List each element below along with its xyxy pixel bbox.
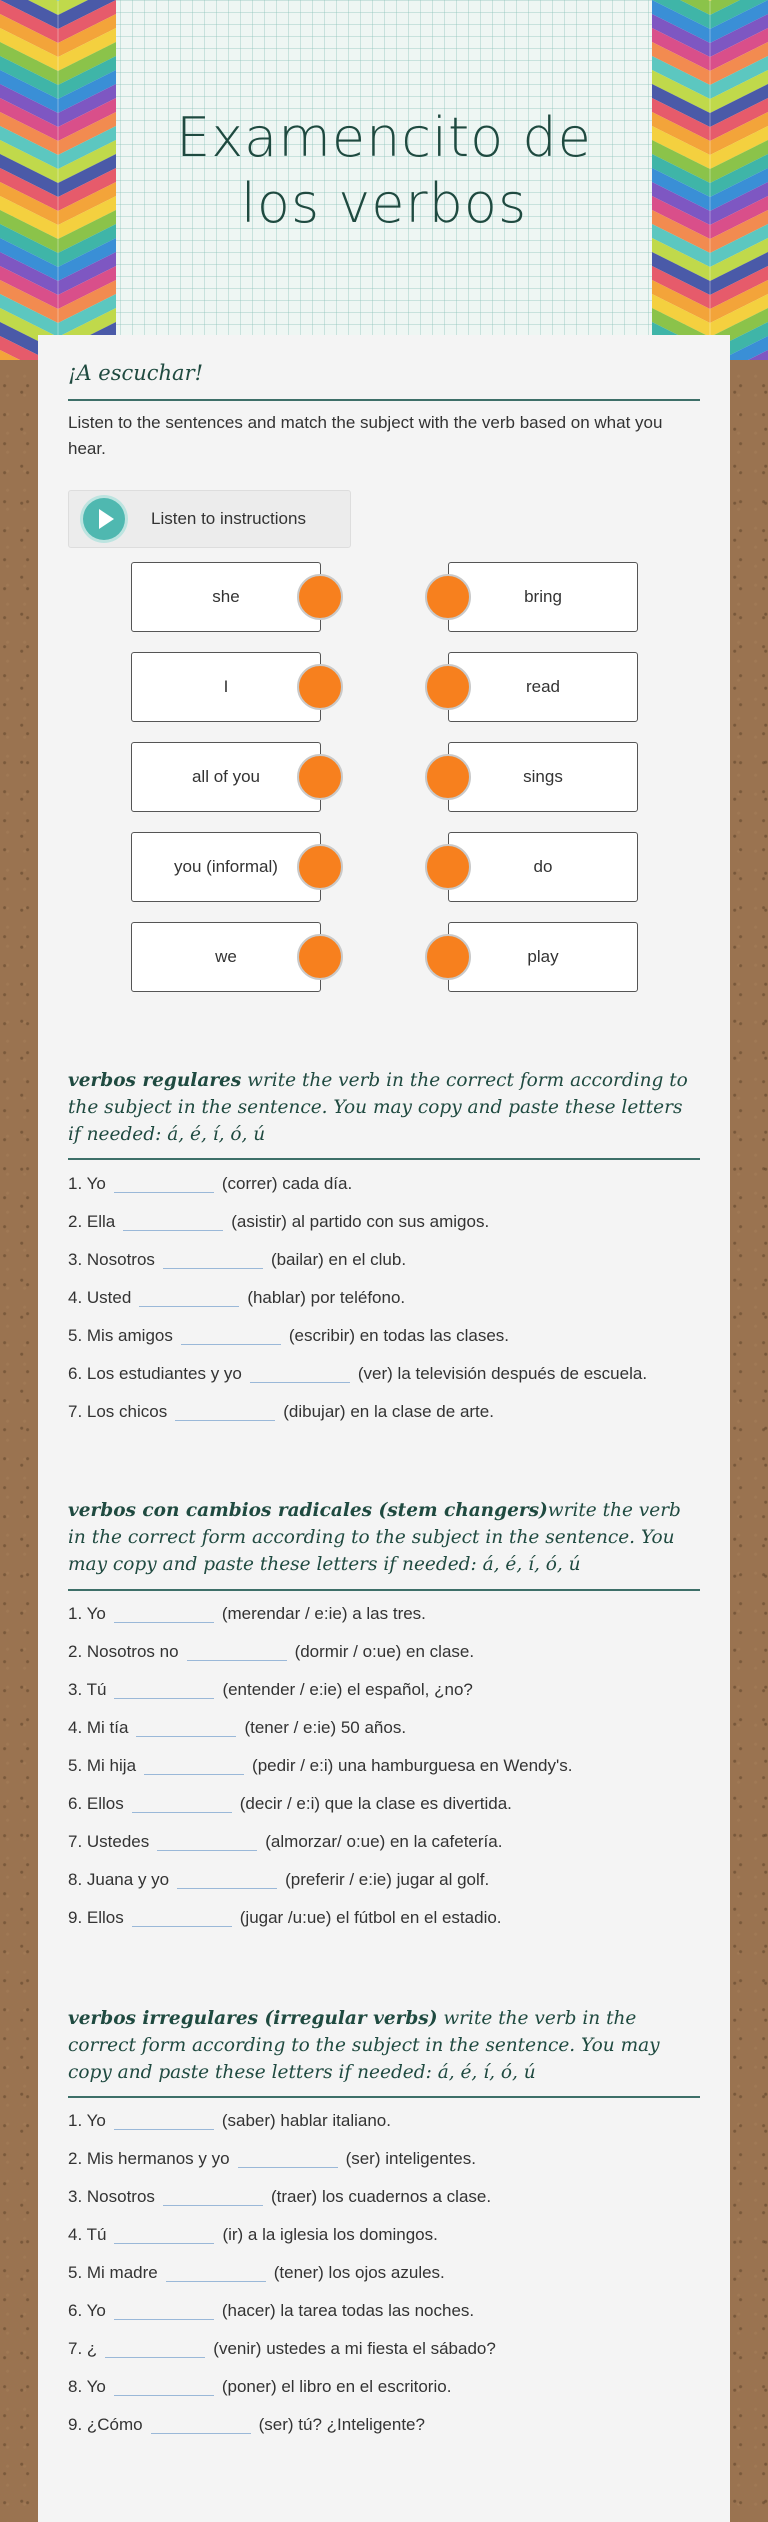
answer-blank[interactable]: [114, 2224, 214, 2244]
section-title-bold: verbos irregulares (irregular verbs): [68, 2008, 438, 2029]
exercise-hint: (bailar) en el club.: [270, 1250, 407, 1269]
match-subject-box[interactable]: we: [131, 922, 321, 992]
exercise-hint: (dibujar) en la clase de arte.: [283, 1402, 494, 1421]
exercise-hint: (hacer) la tarea todas las noches.: [221, 2301, 475, 2320]
answer-blank[interactable]: [163, 1249, 263, 1269]
exercise-prompt: 1. Yo: [68, 1174, 106, 1193]
match-verb-box[interactable]: sings: [448, 742, 638, 812]
exercise-hint: (hablar) por teléfono.: [247, 1288, 406, 1307]
answer-blank[interactable]: [136, 1717, 236, 1737]
section-title-bold: verbos con cambios radicales (stem changers): [68, 1500, 548, 1521]
answer-blank[interactable]: [175, 1401, 275, 1421]
section-title-stem-changers: [68, 1497, 700, 1578]
exercise-hint: (pedir / e:i) una hamburguesa en Wendy's.: [252, 1756, 573, 1775]
exercise-item: [68, 1907, 502, 1928]
match-connector-dot[interactable]: [425, 574, 471, 620]
listening-instructions: Listen to the sentences and match the subject with the verb based on what you hear.: [68, 413, 663, 458]
section-divider: [68, 399, 700, 401]
exercise-hint: (ver) la televisión después de escuela.: [357, 1364, 648, 1383]
exercise-prompt: 5. Mi madre: [68, 2263, 158, 2282]
exercise-item: [68, 1287, 405, 1308]
exercise-hint: (asistir) al partido con sus amigos.: [231, 1212, 490, 1231]
exercise-prompt: 7. Ustedes: [68, 1832, 150, 1851]
exercise-hint: (ir) a la iglesia los domingos.: [222, 2225, 438, 2244]
match-connector-dot[interactable]: [425, 934, 471, 980]
exercise-item: [68, 1401, 494, 1422]
exercise-prompt: 9. Ellos: [68, 1908, 124, 1927]
answer-blank[interactable]: [177, 1869, 277, 1889]
exercise-hint: (preferir / e:ie) jugar al golf.: [285, 1870, 490, 1889]
exercise-item: [68, 1173, 352, 1194]
exercise-prompt: 9. ¿Cómo: [68, 2415, 143, 2434]
match-connector-dot[interactable]: [425, 844, 471, 890]
section-divider: [68, 2096, 700, 2098]
exercise-prompt: 3. Nosotros: [68, 2187, 155, 2206]
exercise-item: [68, 2186, 491, 2207]
exercise-item: [68, 1211, 489, 1232]
answer-blank[interactable]: [151, 2414, 251, 2434]
exercise-hint: (traer) los cuadernos a clase.: [270, 2187, 492, 2206]
exercise-item: [68, 2414, 425, 2435]
exercise-item: [68, 2148, 476, 2169]
exercise-prompt: 8. Juana y yo: [68, 1870, 170, 1889]
match-verb-box[interactable]: read: [448, 652, 638, 722]
answer-blank[interactable]: [181, 1325, 281, 1345]
exercise-item: [68, 1717, 406, 1738]
exercise-item: [68, 2110, 391, 2131]
exercise-hint: (merendar / e:ie) a las tres.: [221, 1604, 426, 1623]
exercise-item: [68, 1793, 512, 1814]
answer-blank[interactable]: [105, 2338, 205, 2358]
section-title-instructions: write the verb in the correct form according to the subject in the sentence. You may copy and paste these letters if needed: á, é, í, ó, ú: [68, 1500, 681, 1575]
answer-blank[interactable]: [114, 1603, 214, 1623]
match-connector-dot[interactable]: [425, 664, 471, 710]
page-title: Examencito de los verbos: [176, 106, 592, 235]
match-subject-box[interactable]: she: [131, 562, 321, 632]
answer-blank[interactable]: [132, 1907, 232, 1927]
exercise-hint: (tener) los ojos azules.: [273, 2263, 445, 2282]
listen-instructions-label: Listen to instructions: [151, 509, 306, 528]
exercise-hint: (almorzar/ o:ue) en la cafetería.: [265, 1832, 503, 1851]
exercise-prompt: 8. Yo: [68, 2377, 106, 2396]
match-connector-dot[interactable]: [297, 934, 343, 980]
exercise-hint: (entender / e:ie) el español, ¿no?: [222, 1680, 473, 1699]
answer-blank[interactable]: [163, 2186, 263, 2206]
exercise-prompt: 4. Tú: [68, 2225, 107, 2244]
exercise-prompt: 5. Mis amigos: [68, 1326, 173, 1345]
exercise-prompt: 1. Yo: [68, 1604, 106, 1623]
exercise-item: [68, 1755, 572, 1776]
exercise-prompt: 3. Nosotros: [68, 1250, 155, 1269]
exercise-item: [68, 1363, 647, 1384]
match-subject-box[interactable]: I: [131, 652, 321, 722]
answer-blank[interactable]: [157, 1831, 257, 1851]
section-title-listening: ¡A escuchar!: [68, 361, 204, 385]
exercise-prompt: 4. Mi tía: [68, 1718, 129, 1737]
exercise-hint: (decir / e:i) que la clase es divertida.: [239, 1794, 512, 1813]
exercise-hint: (escribir) en todas las clases.: [288, 1326, 510, 1345]
exercise-item: [68, 1679, 473, 1700]
exercise-item: [68, 1869, 489, 1890]
section-title-instructions: write the verb in the correct form according to the subject in the sentence. You may copy and paste these letters if needed: á, é, í, ó, ú: [68, 1070, 688, 1145]
exercise-item: [68, 2262, 445, 2283]
answer-blank[interactable]: [114, 1679, 214, 1699]
answer-blank[interactable]: [114, 1173, 214, 1193]
exercise-prompt: 7. Los chicos: [68, 1402, 168, 1421]
exercise-hint: (jugar /u:ue) el fútbol en el estadio.: [239, 1908, 502, 1927]
answer-blank[interactable]: [250, 1363, 350, 1383]
exercise-item: [68, 2338, 496, 2359]
exercise-prompt: 3. Tú: [68, 1680, 107, 1699]
chevron-pattern-right: [652, 0, 768, 360]
answer-blank[interactable]: [166, 2262, 266, 2282]
exercise-hint: (poner) el libro en el escritorio.: [221, 2377, 452, 2396]
match-subject-box[interactable]: you (informal): [131, 832, 321, 902]
exercise-prompt: 5. Mi hija: [68, 1756, 137, 1775]
section-divider: [68, 1158, 700, 1160]
exercise-hint: (ser) inteligentes.: [345, 2149, 476, 2168]
answer-blank[interactable]: [139, 1287, 239, 1307]
exercise-prompt: 7. ¿: [68, 2339, 98, 2358]
exercise-prompt: 2. Nosotros no: [68, 1642, 179, 1661]
answer-blank[interactable]: [238, 2148, 338, 2168]
section-title-instructions: write the verb in the correct form according to the subject in the sentence. You may copy and paste these letters if needed: á, é, í, ó, ú: [68, 2008, 660, 2083]
exercise-item: [68, 2224, 438, 2245]
exercise-prompt: 4. Usted: [68, 1288, 132, 1307]
answer-blank[interactable]: [144, 1755, 244, 1775]
answer-blank[interactable]: [132, 1793, 232, 1813]
match-verb-box[interactable]: bring: [448, 562, 638, 632]
exercise-hint: (dormir / o:ue) en clase.: [294, 1642, 475, 1661]
exercise-prompt: 2. Mis hermanos y yo: [68, 2149, 230, 2168]
match-verb-box[interactable]: play: [448, 922, 638, 992]
exercise-hint: (saber) hablar italiano.: [221, 2111, 391, 2130]
section-title-irregular-verbs: [68, 2005, 700, 2086]
exercise-item: [68, 1325, 509, 1346]
exercise-item: [68, 1831, 502, 1852]
exercise-item: [68, 2300, 474, 2321]
match-connector-dot[interactable]: [297, 754, 343, 800]
exercise-prompt: 6. Ellos: [68, 1794, 124, 1813]
chevron-pattern-left: [0, 0, 116, 360]
exercise-prompt: 6. Los estudiantes y yo: [68, 1364, 242, 1383]
match-connector-dot[interactable]: [297, 664, 343, 710]
exercise-item: [68, 1603, 426, 1624]
exercise-prompt: 1. Yo: [68, 2111, 106, 2130]
exercise-item: [68, 2376, 451, 2397]
match-subject-box[interactable]: all of you: [131, 742, 321, 812]
section-title-bold: verbos regulares: [68, 1070, 242, 1091]
match-verb-box[interactable]: do: [448, 832, 638, 902]
exercise-hint: (tener / e:ie) 50 años.: [244, 1718, 407, 1737]
answer-blank[interactable]: [114, 2110, 214, 2130]
worksheet-header: [0, 0, 768, 360]
answer-blank[interactable]: [187, 1641, 287, 1661]
exercise-item: [68, 1249, 406, 1270]
exercise-hint: (venir) ustedes a mi fiesta el sábado?: [213, 2339, 496, 2358]
play-icon[interactable]: [83, 498, 125, 540]
exercise-hint: (correr) cada día.: [221, 1174, 353, 1193]
exercise-prompt: 2. Ella: [68, 1212, 116, 1231]
worksheet-card: [38, 335, 730, 2522]
answer-blank[interactable]: [114, 2300, 214, 2320]
exercise-prompt: 6. Yo: [68, 2301, 106, 2320]
section-title-regular-verbs: [68, 1067, 700, 1148]
exercise-hint: (ser) tú? ¿Inteligente?: [258, 2415, 425, 2434]
exercise-item: [68, 1641, 474, 1662]
match-connector-dot[interactable]: [297, 844, 343, 890]
match-connector-dot[interactable]: [425, 754, 471, 800]
listen-instructions-button[interactable]: [68, 490, 351, 548]
answer-blank[interactable]: [114, 2376, 214, 2396]
match-connector-dot[interactable]: [297, 574, 343, 620]
section-divider: [68, 1589, 700, 1591]
answer-blank[interactable]: [123, 1211, 223, 1231]
